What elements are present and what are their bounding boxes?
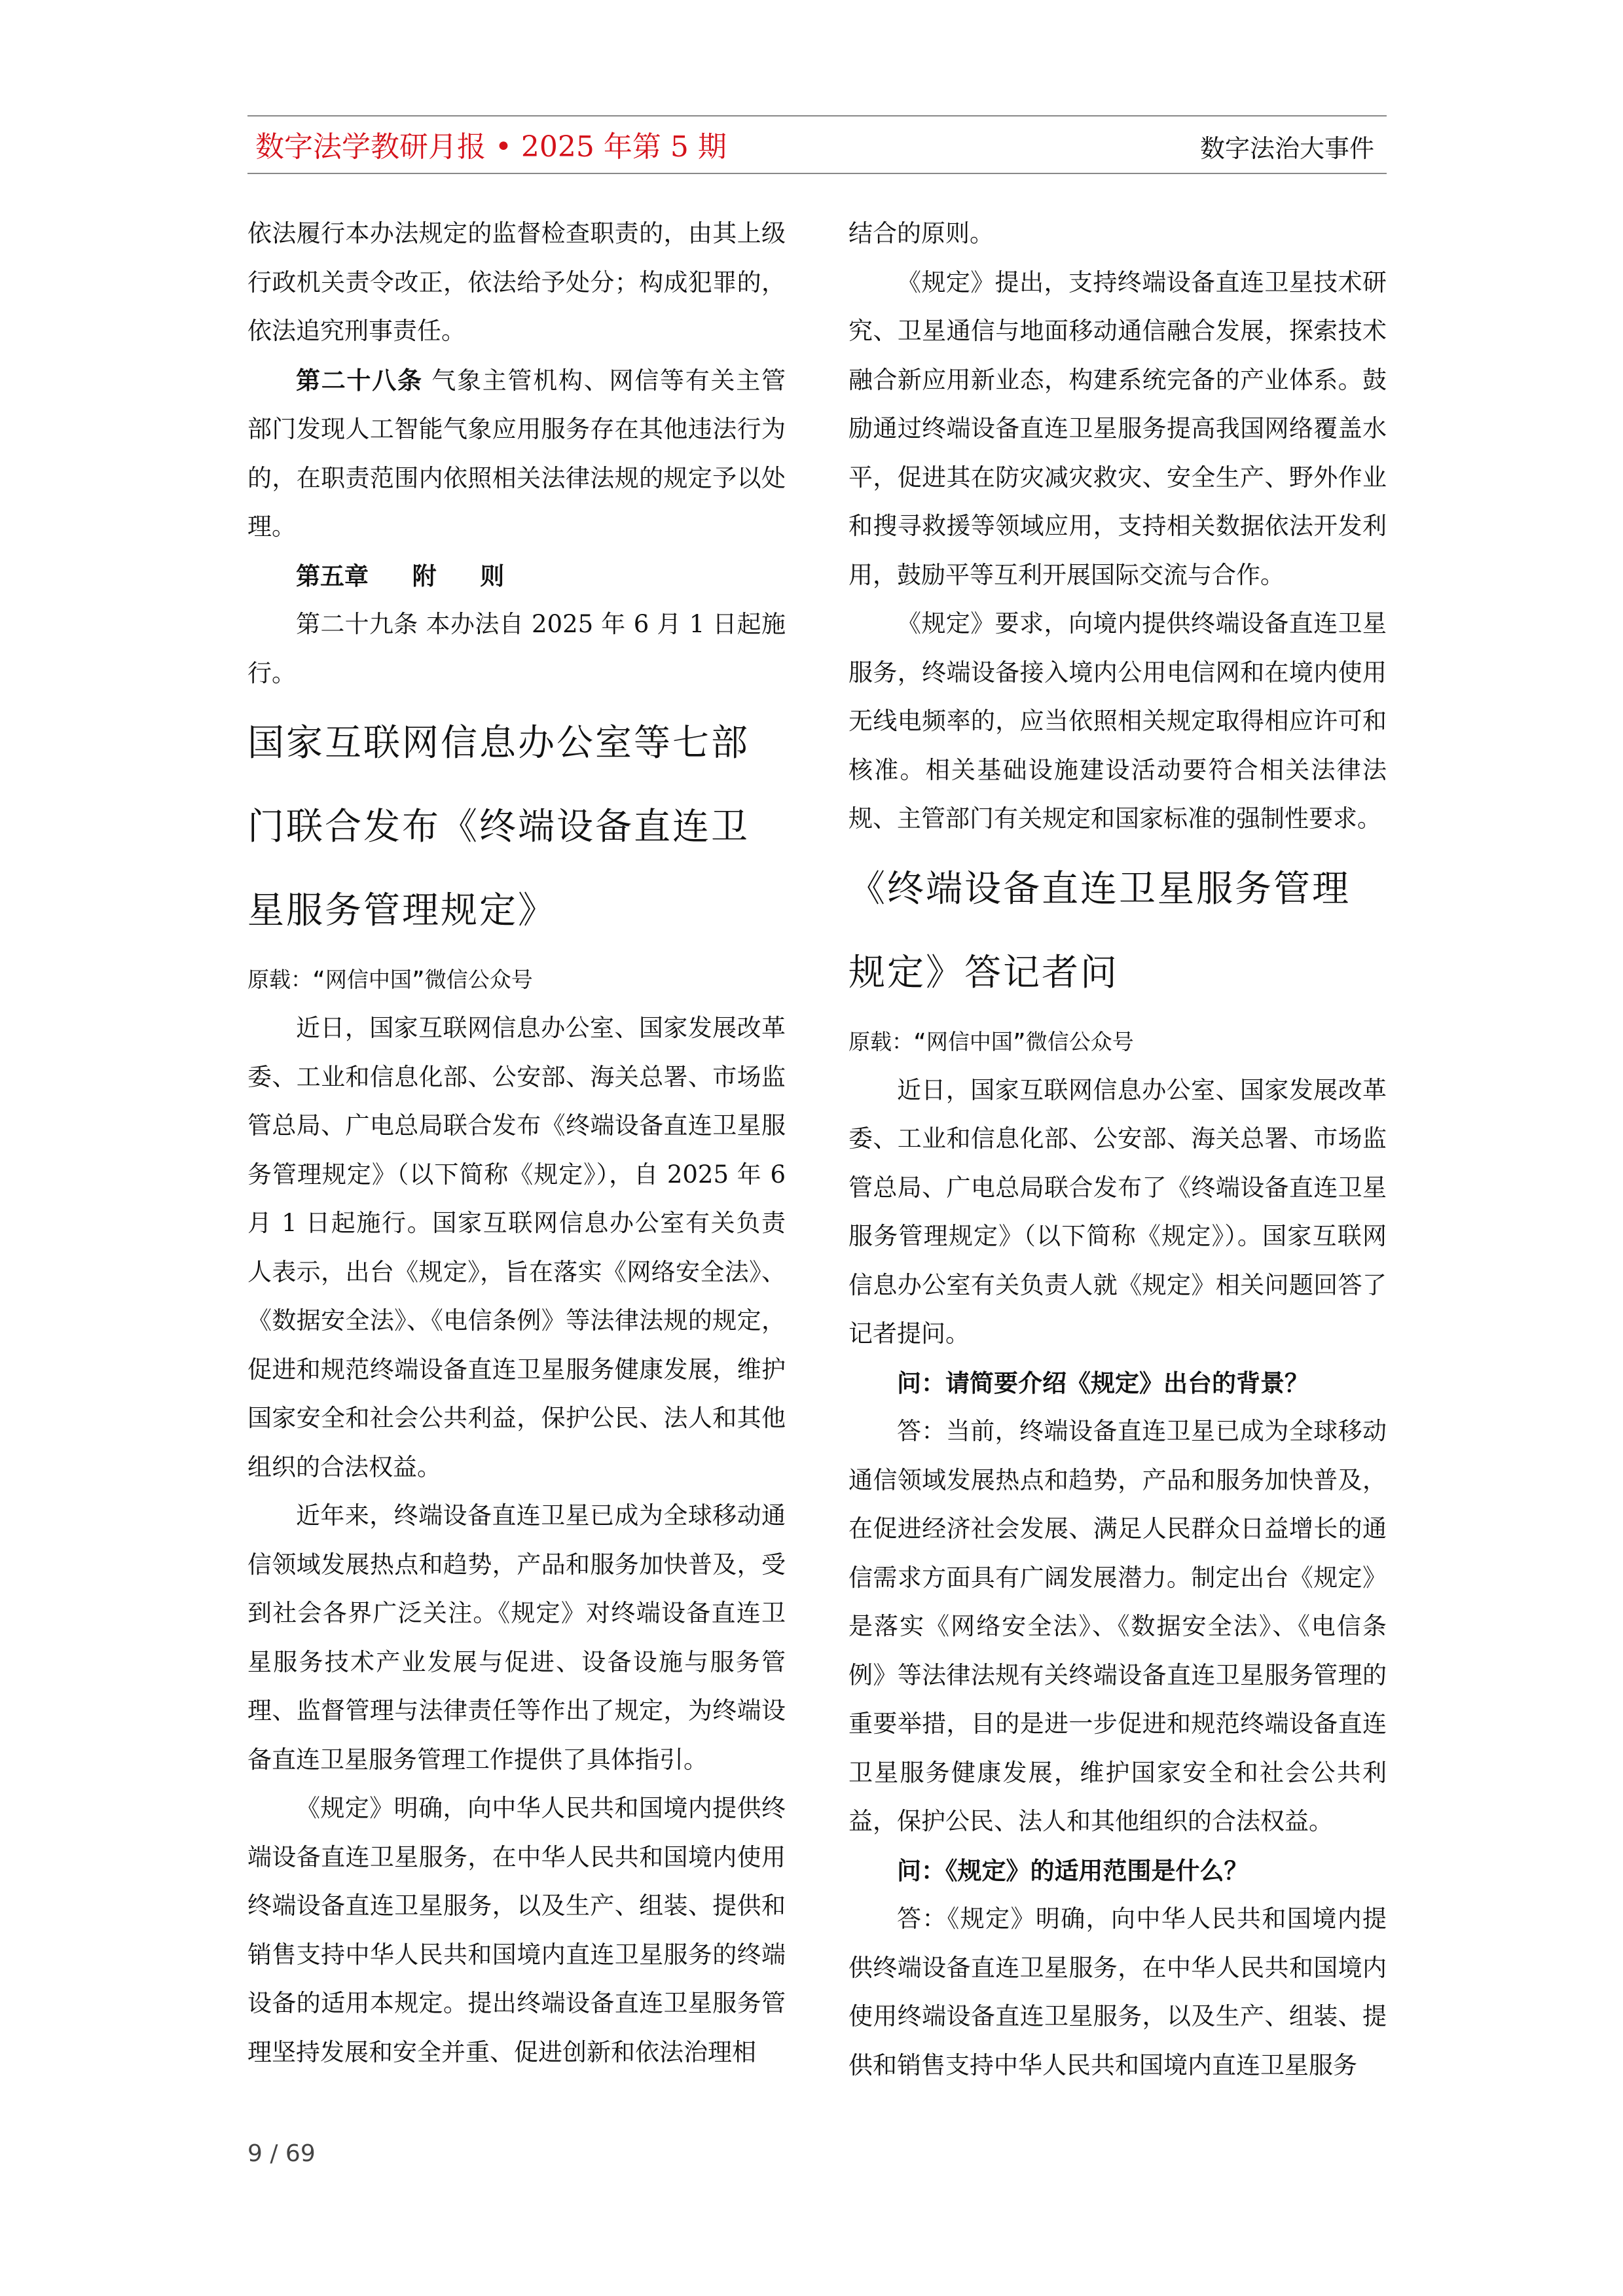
question: 问：《规定》的适用范围是什么？ [897, 1856, 1249, 1885]
source-line: 原载：“网信中国”微信公众号 [848, 1028, 1134, 1054]
left-column [247, 209, 786, 2077]
header-bottom-rule [247, 173, 1387, 174]
right-column [848, 209, 1387, 2090]
chapter-title-char: 则 [480, 561, 505, 590]
chapter-title-char: 附 [412, 561, 437, 590]
paragraph: 近日，国家互联网信息办公室、国家发展改革委、工业和信息化部、公安部、海关总署、市场监管总局、广电总局联合发布《终端设备直连卫星服务管理规定》（以下简称《规定》），自 2025 年 6 月 1 日起施行。国家互联网信息办公室有关负责人表示，出台《规定》，旨在落实《网络安全法》、《数据安全法》、《电信条例》等法律法规的规定，促进和规范终端设备直连卫星服务健康发展，维护国家安全和社会公共利益，保护公民、法人和其他组织的合法权益。 [247, 1014, 786, 1481]
paragraph: 依法履行本办法规定的监督检查职责的，由其上级行政机关责令改正，依法给予处分；构成犯罪的，依法追究刑事责任。 [247, 219, 786, 345]
article-title: 国家互联网信息办公室等七部门联合发布《终端设备直连卫星服务管理规定》 [247, 722, 750, 932]
paragraph: 近年来，终端设备直连卫星已成为全球移动通信领域发展热点和趋势，产品和服务加快普及，受到社会各界广泛关注。《规定》对终端设备直连卫星服务技术产业发展与促进、设备设施与服务管理、监督管理与法律责任等作出了规定，为终端设备直连卫星服务管理工作提供了具体指引。 [247, 1501, 786, 1774]
article-text: 气象主管机构、网信等有关主管部门发现人工智能气象应用服务存在其他违法行为的，在职责范围内依照相关法律法规的规定予以处理。 [247, 366, 786, 541]
article-title: 《终端设备直连卫星服务管理规定》答记者问 [848, 867, 1351, 994]
paragraph: 《规定》要求，向境内提供终端设备直连卫星服务，终端设备接入境内公用电信网和在境内使用无线电频率的，应当依照相关规定取得相应许可和核准。相关基础设施建设活动要符合相关法律法规、主管部门有关规定和国家标准的强制性要求。 [848, 609, 1387, 833]
question: 问：请简要介绍《规定》出台的背景？ [897, 1368, 1309, 1397]
chapter-number: 第五章 [296, 561, 369, 590]
answer: 答：《规定》明确，向中华人民共和国境内提供终端设备直连卫星服务，在中华人民共和国境内使用终端设备直连卫星服务，以及生产、组装、提供和销售支持中华人民共和国境内直连卫星服务 [848, 1905, 1387, 2079]
page-number: 9 / 69 [247, 2140, 316, 2167]
header-top-rule [247, 115, 1387, 117]
answer: 答：当前，终端设备直连卫星已成为全球移动通信领域发展热点和趋势，产品和服务加快普及，在促进经济社会发展、满足人民群众日益增长的通信需求方面具有广阔发展潜力。制定出台《规定》是落实《网络安全法》、《数据安全法》、《电信条例》等法律法规有关终端设备直连卫星服务管理的重要举措，目的是进一步促进和规范终端设备直连卫星服务健康发展，维护国家安全和社会公共利益，保护公民、法人和其他组织的合法权益。 [848, 1417, 1387, 1835]
paragraph: 《规定》提出，支持终端设备直连卫星技术研究、卫星通信与地面移动通信融合发展，探索技术融合新应用新业态，构建系统完备的产业体系。鼓励通过终端设备直连卫星服务提高我国网络覆盖水平，促进其在防灾减灾救灾、安全生产、野外作业和搜寻救援等领域应用，支持相关数据依法开发利用，鼓励平等互利开展国际交流与合作。 [848, 268, 1387, 589]
journal-title: 数字法学教研月报 • 2025 年第 5 期 [255, 130, 727, 164]
source-line: 原载：“网信中国”微信公众号 [247, 967, 533, 992]
paragraph: 《规定》明确，向中华人民共和国境内提供终端设备直连卫星服务，在中华人民共和国境内使用终端设备直连卫星服务，以及生产、组装、提供和销售支持中华人民共和国境内直连卫星服务的终端设备的适用本规定。提出终端设备直连卫星服务管理坚持发展和安全并重、促进创新和依法治理相 [247, 1794, 786, 2066]
article-label: 第二十八条 [296, 365, 423, 395]
section-title: 数字法治大事件 [1199, 134, 1374, 163]
article-28 [247, 356, 786, 552]
paragraph: 近日，国家互联网信息办公室、国家发展改革委、工业和信息化部、公安部、海关总署、市场监管总局、广电总局联合发布了《终端设备直连卫星服务管理规定》（以下简称《规定》）。国家互联网信息办公室有关负责人就《规定》相关问题回答了记者提问。 [848, 1075, 1387, 1348]
paragraph: 结合的原则。 [848, 219, 994, 247]
chapter-heading [247, 552, 786, 601]
article-29: 第二十九条 本办法自 2025 年 6 月 1 日起施行。 [247, 610, 786, 687]
